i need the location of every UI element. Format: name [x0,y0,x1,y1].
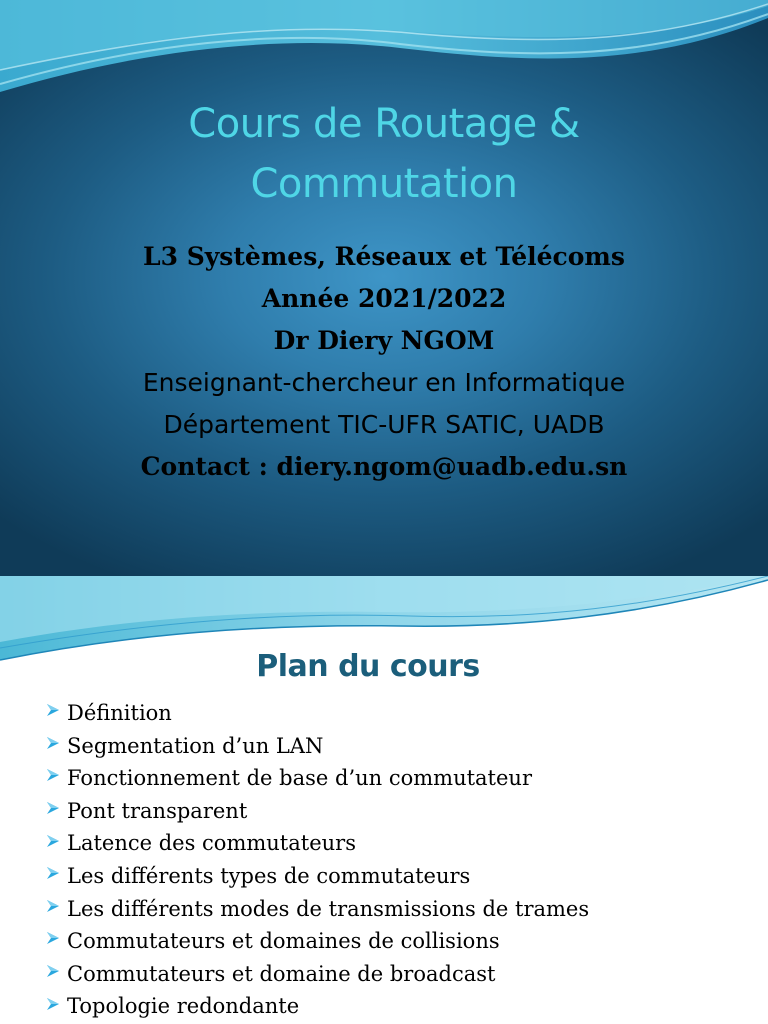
plan-list-item [44,990,589,1023]
arrow-bullet-icon [44,766,63,784]
title-line-1: Cours de Routage & [188,101,580,147]
plan-list-item [44,795,589,828]
arrow-bullet-icon [44,832,63,850]
plan-list-item [44,697,589,730]
year-label: Année 2021/2022 [261,284,507,313]
plan-list-item-label: Topologie redondante [67,994,300,1019]
plan-slide [0,576,768,1024]
plan-list-item-label: Commutateurs et domaines de collisions [67,929,500,954]
role-label: Enseignant-chercheur en Informatique [142,368,626,397]
arrow-bullet-icon [44,701,63,719]
plan-title: Plan du cours [256,649,480,684]
department-label: Département TIC-UFR SATIC, UADB [163,410,605,439]
plan-list-item [44,893,589,926]
plan-list-item [44,730,589,763]
arrow-bullet-icon [44,734,63,752]
arrow-bullet-icon [44,995,63,1013]
slide-title [0,94,768,214]
author-label: Dr Diery NGOM [273,326,495,355]
plan-list-item-label: Les différents modes de transmissions de trames [67,896,590,921]
plan-list-item [44,925,589,958]
arrow-bullet-icon [44,799,63,817]
program-label: L3 Systèmes, Réseaux et Télécoms [143,242,625,271]
plan-list-item [44,860,589,893]
arrow-bullet-icon [44,897,63,915]
arrow-bullet-icon [44,864,63,882]
plan-list-item-label: Pont transparent [67,798,248,823]
contact-label: Contact : diery.ngom@uadb.edu.sn [140,452,628,481]
plan-list-item [44,827,589,860]
plan-list [44,697,589,1023]
plan-list-item-label: Commutateurs et domaine de broadcast [67,961,496,986]
subtitle-block [0,236,768,488]
arrow-bullet-icon [44,929,63,947]
title-line-2: Commutation [250,161,518,207]
arrow-bullet-icon [44,962,63,980]
plan-list-item-label: Fonctionnement de base d’un commutateur [67,766,532,791]
plan-list-item-label: Segmentation d’un LAN [67,733,324,758]
plan-list-item [44,958,589,991]
plan-list-item-label: Définition [67,701,172,725]
plan-list-item [44,762,589,795]
plan-list-item-label: Les différents types de commutateurs [67,863,471,888]
plan-list-item-label: Latence des commutateurs [67,831,356,856]
